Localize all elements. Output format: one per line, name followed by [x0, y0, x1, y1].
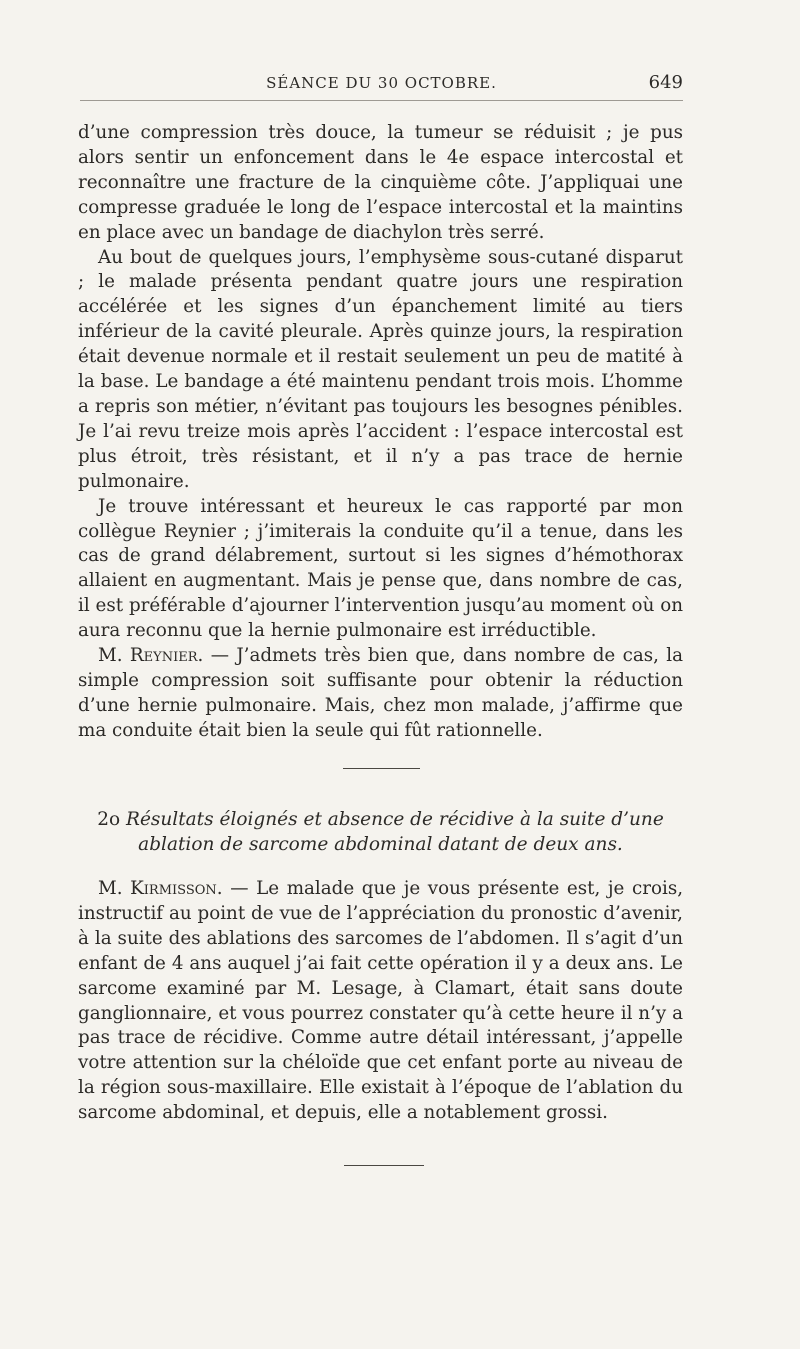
page-number: 649: [648, 72, 683, 93]
running-title: SÉANCE DU 30 OCTOBRE.: [266, 74, 497, 92]
end-separator: [344, 1165, 424, 1166]
paragraph-opinion: Je trouve intéressant et heureux le cas rapporté par mon collègue Reynier ; j’imiterais la conduite qu’il a tenue, dans les cas de grand délabrement, surtout si les signes d’hémothorax allaient en augmentant. Mais je pense que, dans nombre de cas, il est préférable d’ajourner l’intervention jusqu’au moment où on aura reconnu que la hernie pulmonaire est irréductible.: [78, 495, 683, 642]
kirmisson-presentation: [78, 877, 683, 1126]
speaker-kirmisson: M. Kirmisson.: [98, 878, 223, 899]
reynier-text: — J’admets très bien que, dans nombre de cas, la simple compression soit suffisante pour obtenir la réduction d’une hernie pulmonaire. Mais, chez mon malade, j’affirme que ma conduite était bien la seule qui fût rationnelle.: [78, 645, 684, 741]
reynier-paragraph: [78, 644, 683, 744]
page-header: [80, 70, 683, 101]
section-number: 2o: [97, 809, 121, 830]
paragraph-emphysema: Au bout de quelques jours, l’emphysème sous-cutané disparut ; le malade présenta pendant quatre jours une respiration accélérée et les signes d’un épanchement limité au tiers inférieur de la cavité pleurale. Après quinze jours, la respiration était devenue normale et il restait seulement un peu de matité à la base. Le bandage a été maintenu pendant trois mois. L’homme a repris son métier, n’évitant pas toujours les besognes pénibles. Je l’ai revu treize mois après l’accident : l’espace intercostal est plus étroit, très résistant, et il n’y a pas trace de hernie pulmonaire.: [78, 246, 683, 492]
first-discussion: [78, 121, 683, 644]
section-title-text: Résultats éloignés et absence de récidive à la suite d’une ablation de sarcome abdominal datant de deux ans.: [126, 809, 664, 855]
section-heading: [78, 807, 683, 857]
kirmisson-paragraph: [78, 877, 683, 1126]
paragraph-continuation: d’une compression très douce, la tumeur se réduisit ; je pus alors sentir un enfoncement dans le 4e espace intercostal et reconnaître une fracture de la cinquième côte. J’appliquai une compresse graduée le long de l’espace intercostal et la maintins en place avec un bandage de diachylon très serré.: [78, 122, 683, 243]
kirmisson-text: — Le malade que je vous présente est, je crois, instructif au point de vue de l’appréciation du pronostic d’avenir, à la suite des ablations des sarcomes de l’abdomen. Il s’agit d’un enfant de 4 ans auquel j’ai fait cette opération il y a deux ans. Le sarcome examiné par M. Lesage, à Clamart, était sans doute ganglionnaire, et vous pourrez constater qu’à cette heure il n’y a pas trace de récidive. Comme autre détail intéressant, j’appelle votre attention sur la chéloïde que cet enfant porte au niveau de la région sous-maxillaire. Elle existait à l’époque de l’ablation du sarcome abdominal, et depuis, elle a notablement grossi.: [78, 878, 684, 1124]
section-separator: [343, 768, 420, 769]
reynier-reply: [78, 644, 683, 744]
speaker-reynier: M. Reynier.: [98, 645, 204, 666]
